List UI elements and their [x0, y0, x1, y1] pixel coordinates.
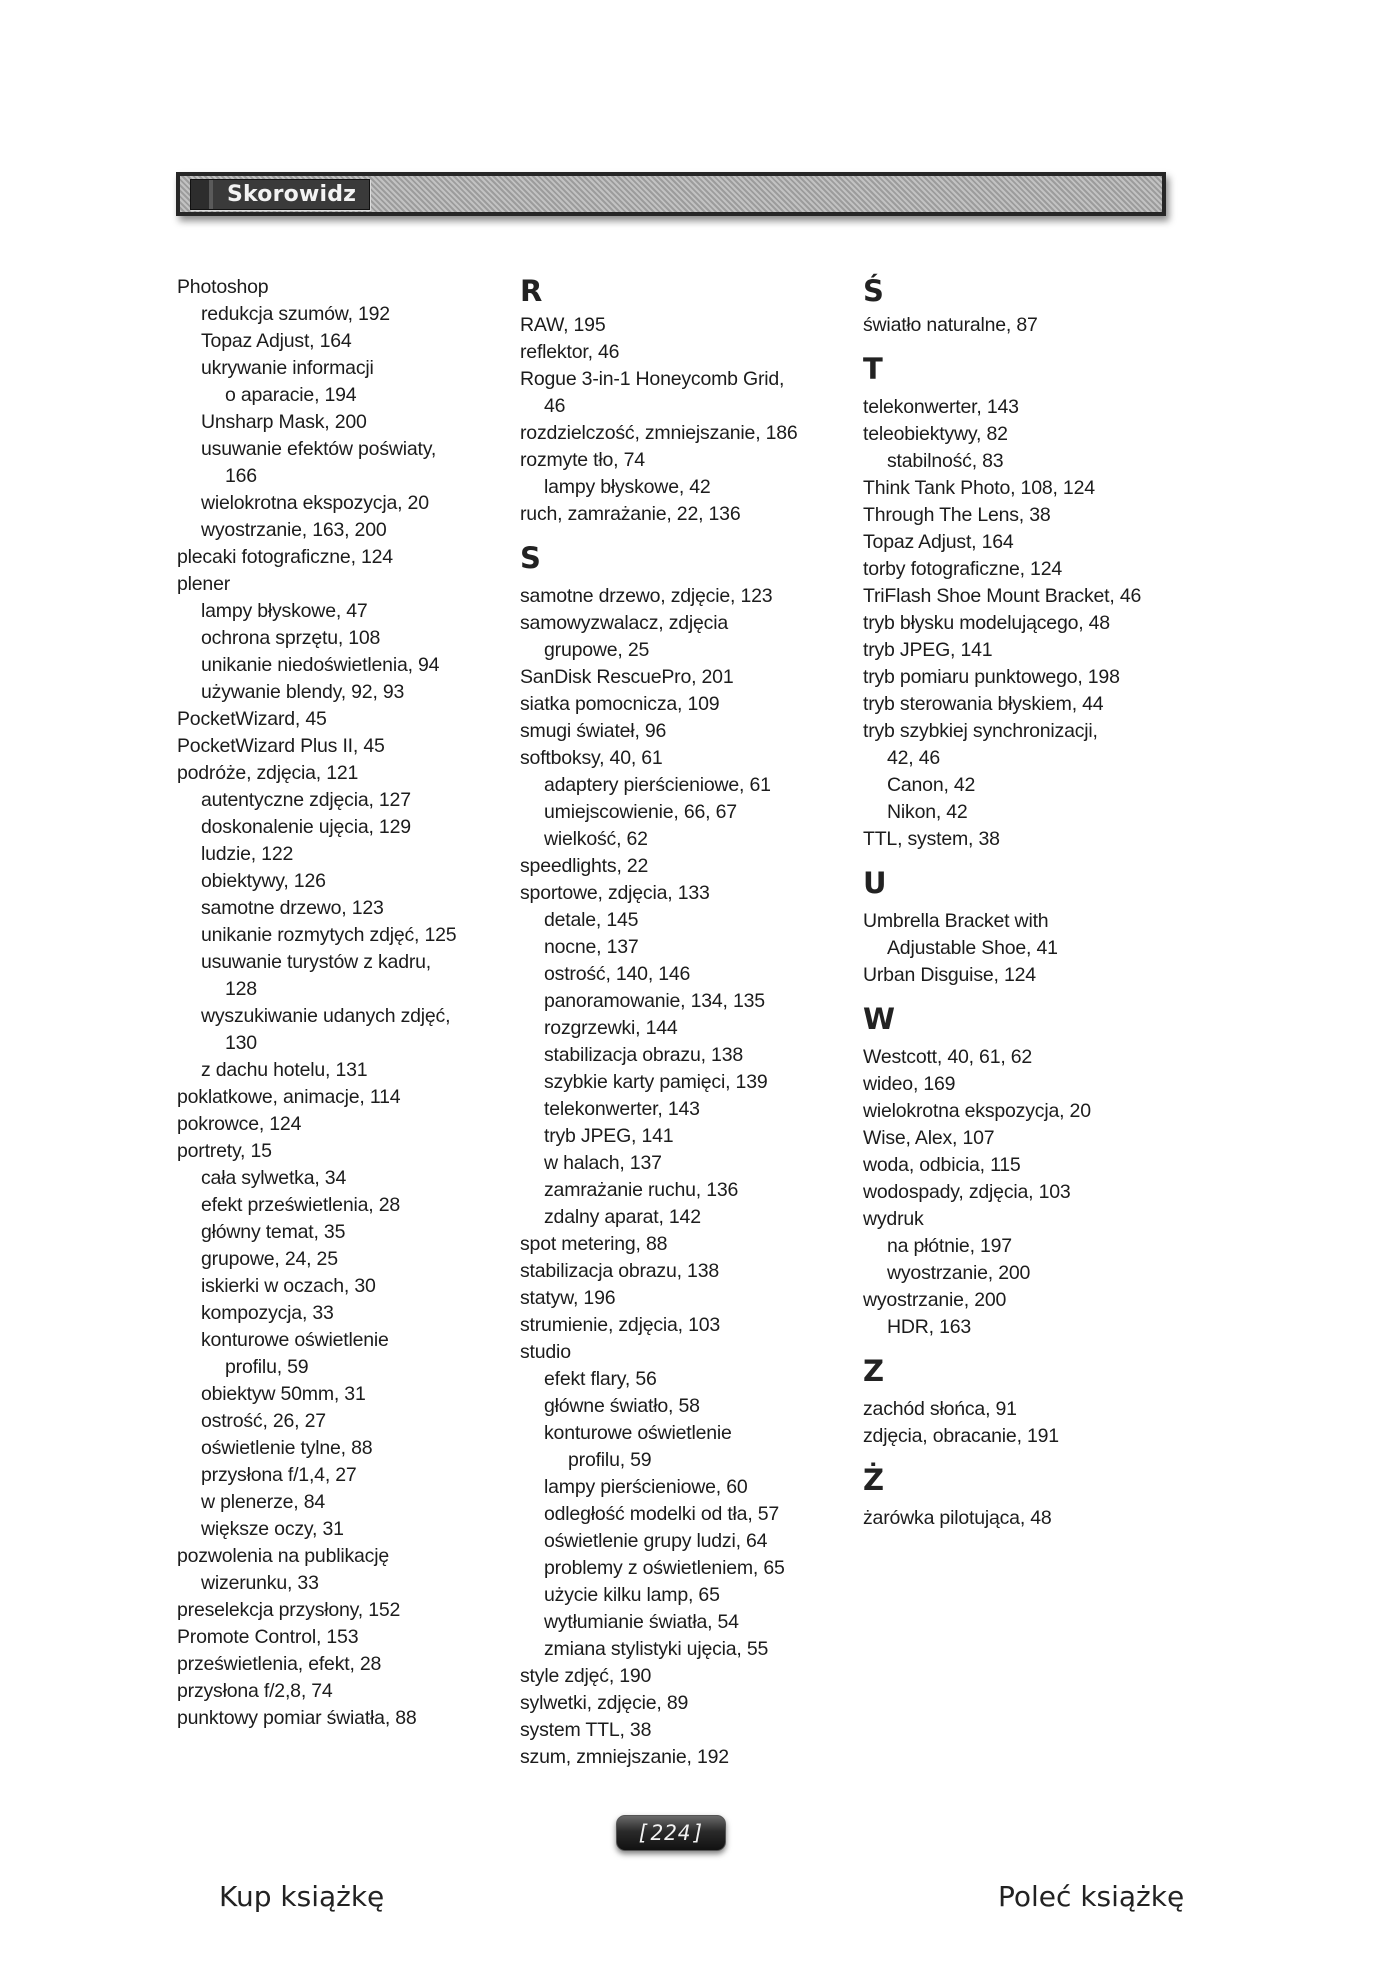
index-entry: tryb JPEG, 141: [863, 639, 993, 661]
index-subentry: autentyczne zdjęcia, 127: [201, 789, 411, 811]
section-header-bar: [176, 172, 1166, 216]
letter-heading: U: [863, 866, 887, 900]
index-subentry: zdalny aparat, 142: [544, 1206, 701, 1228]
index-entry: przysłona f/2,8, 74: [177, 1680, 333, 1702]
index-column-1: [177, 274, 507, 1732]
index-entry: tryb szybkiej synchronizacji,: [863, 720, 1098, 742]
index-subentry: obiektyw 50mm, 31: [201, 1383, 366, 1405]
index-subentry: nocne, 137: [544, 936, 639, 958]
section-header-tab: [190, 179, 370, 210]
index-entry: zachód słońca, 91: [863, 1398, 1017, 1420]
index-subentry: rozgrzewki, 144: [544, 1017, 678, 1039]
letter-heading: T: [863, 352, 883, 386]
index-entry: prześwietlenia, efekt, 28: [177, 1653, 382, 1675]
index-entry: plener: [177, 573, 231, 595]
index-subentry: usuwanie turystów z kadru,: [201, 951, 431, 973]
index-column-3: [863, 274, 1183, 1532]
index-entry: SanDisk RescuePro, 201: [520, 666, 734, 688]
index-entry: sylwetki, zdjęcie, 89: [520, 1692, 689, 1714]
index-entry: statyw, 196: [520, 1287, 616, 1309]
index-subentry: obiektywy, 126: [201, 870, 326, 892]
index-subentry: zmiana stylistyki ujęcia, 55: [544, 1638, 769, 1660]
index-entry: wideo, 169: [863, 1073, 956, 1095]
index-entry: pokrowce, 124: [177, 1113, 302, 1135]
index-subentry: w plenerze, 84: [201, 1491, 326, 1513]
index-subentry: wizerunku, 33: [201, 1572, 319, 1594]
index-subentry: 46: [544, 395, 566, 417]
index-entry: wyostrzanie, 200: [863, 1289, 1007, 1311]
index-entry: pozwolenia na publikację: [177, 1545, 390, 1567]
index-entry: RAW, 195: [520, 314, 606, 336]
index-entry: Promote Control, 153: [177, 1626, 359, 1648]
index-subentry: usuwanie efektów poświaty,: [201, 438, 437, 460]
recommend-book-link[interactable]: Poleć książkę: [998, 1880, 1185, 1913]
index-entry: rozdzielczość, zmniejszanie, 186: [520, 422, 798, 444]
index-subentry: unikanie niedoświetlenia, 94: [201, 654, 440, 676]
index-entry: preselekcja przysłony, 152: [177, 1599, 401, 1621]
index-subentry: HDR, 163: [887, 1316, 972, 1338]
index-entry: TriFlash Shoe Mount Bracket, 46: [863, 585, 1142, 607]
index-subentry: lampy błyskowe, 47: [201, 600, 368, 622]
letter-heading: Ś: [863, 274, 884, 308]
index-subentry: problemy z oświetleniem, 65: [544, 1557, 785, 1579]
index-subentry: Nikon, 42: [887, 801, 968, 823]
index-entry: style zdjęć, 190: [520, 1665, 652, 1687]
index-entry: światło naturalne, 87: [863, 314, 1038, 336]
index-entry: studio: [520, 1341, 571, 1363]
index-entry: spot metering, 88: [520, 1233, 668, 1255]
index-subentry: oświetlenie tylne, 88: [201, 1437, 373, 1459]
index-entry: samowyzwalacz, zdjęcia: [520, 612, 729, 634]
index-subentry: użycie kilku lamp, 65: [544, 1584, 720, 1606]
index-entry: telekonwerter, 143: [863, 396, 1019, 418]
index-subentry: konturowe oświetlenie: [544, 1422, 732, 1444]
index-entry: Urban Disguise, 124: [863, 964, 1036, 986]
index-entry: Westcott, 40, 61, 62: [863, 1046, 1033, 1068]
index-subentry: ludzie, 122: [201, 843, 294, 865]
index-entry: Rogue 3-in-1 Honeycomb Grid,: [520, 368, 785, 390]
section-title: Skorowidz: [227, 182, 357, 207]
index-subentry: konturowe oświetlenie: [201, 1329, 389, 1351]
index-subentry: na płótnie, 197: [887, 1235, 1012, 1257]
index-subentry: 130: [225, 1032, 257, 1054]
index-entry: softboksy, 40, 61: [520, 747, 663, 769]
index-subentry: detale, 145: [544, 909, 639, 931]
index-subentry: wyszukiwanie udanych zdjęć,: [201, 1005, 451, 1027]
index-subentry: panoramowanie, 134, 135: [544, 990, 765, 1012]
index-entry: siatka pomocnicza, 109: [520, 693, 720, 715]
index-entry: rozmyte tło, 74: [520, 449, 645, 471]
index-entry: woda, odbicia, 115: [863, 1154, 1021, 1176]
page-number-badge: [616, 1815, 726, 1851]
index-subentry: używanie blendy, 92, 93: [201, 681, 405, 703]
index-subentry: doskonalenie ujęcia, 129: [201, 816, 411, 838]
letter-heading: S: [520, 541, 541, 575]
index-subentry: o aparacie, 194: [225, 384, 357, 406]
letter-heading: R: [520, 274, 543, 308]
buy-book-link[interactable]: Kup książkę: [219, 1880, 385, 1913]
index-subentry: wielokrotna ekspozycja, 20: [201, 492, 429, 514]
index-subentry: 128: [225, 978, 257, 1000]
index-entry: smugi świateł, 96: [520, 720, 667, 742]
index-subentry: wytłumianie światła, 54: [544, 1611, 739, 1633]
index-subentry: ukrywanie informacji: [201, 357, 374, 379]
index-subentry: ochrona sprzętu, 108: [201, 627, 381, 649]
index-subentry: przysłona f/1,4, 27: [201, 1464, 357, 1486]
letter-heading: Z: [863, 1354, 885, 1388]
index-subentry: telekonwerter, 143: [544, 1098, 700, 1120]
index-entry: Photoshop: [177, 276, 269, 298]
index-subentry: oświetlenie grupy ludzi, 64: [544, 1530, 768, 1552]
index-subentry: Unsharp Mask, 200: [201, 411, 367, 433]
index-entry: tryb pomiaru punktowego, 198: [863, 666, 1120, 688]
index-subentry: unikanie rozmytych zdjęć, 125: [201, 924, 457, 946]
index-subentry: z dachu hotelu, 131: [201, 1059, 368, 1081]
index-subentry: wyostrzanie, 163, 200: [201, 519, 387, 541]
index-subentry: Adjustable Shoe, 41: [887, 937, 1058, 959]
index-entry: samotne drzewo, zdjęcie, 123: [520, 585, 773, 607]
index-subentry: 166: [225, 465, 257, 487]
index-entry: portrety, 15: [177, 1140, 272, 1162]
index-entry: zdjęcia, obracanie, 191: [863, 1425, 1059, 1447]
index-entry: wodospady, zdjęcia, 103: [863, 1181, 1071, 1203]
index-entry: poklatkowe, animacje, 114: [177, 1086, 401, 1108]
index-entry: tryb sterowania błyskiem, 44: [863, 693, 1104, 715]
index-subentry: samotne drzewo, 123: [201, 897, 384, 919]
index-entry: sportowe, zdjęcia, 133: [520, 882, 710, 904]
index-subentry: Canon, 42: [887, 774, 976, 796]
index-subentry: stabilizacja obrazu, 138: [544, 1044, 743, 1066]
index-subentry: główne światło, 58: [544, 1395, 700, 1417]
index-entry: szum, zmniejszanie, 192: [520, 1746, 729, 1768]
index-column-2: [520, 274, 850, 1771]
index-subentry: 42, 46: [887, 747, 941, 769]
index-subentry: wyostrzanie, 200: [887, 1262, 1031, 1284]
index-subentry: efekt flary, 56: [544, 1368, 657, 1390]
index-entry: punktowy pomiar światła, 88: [177, 1707, 417, 1729]
index-subentry: iskierki w oczach, 30: [201, 1275, 376, 1297]
index-entry: PocketWizard Plus II, 45: [177, 735, 385, 757]
index-entry: tryb błysku modelującego, 48: [863, 612, 1110, 634]
index-subentry: lampy błyskowe, 42: [544, 476, 711, 498]
index-entry: TTL, system, 38: [863, 828, 1000, 850]
index-entry: speedlights, 22: [520, 855, 649, 877]
index-entry: Through The Lens, 38: [863, 504, 1051, 526]
index-subentry: ostrość, 26, 27: [201, 1410, 326, 1432]
index-entry: żarówka pilotująca, 48: [863, 1507, 1052, 1529]
letter-heading: W: [863, 1002, 895, 1036]
index-entry: plecaki fotograficzne, 124: [177, 546, 393, 568]
index-subentry: stabilność, 83: [887, 450, 1004, 472]
index-subentry: adaptery pierścieniowe, 61: [544, 774, 771, 796]
index-subentry: szybkie karty pamięci, 139: [544, 1071, 768, 1093]
index-entry: PocketWizard, 45: [177, 708, 327, 730]
index-entry: teleobiektywy, 82: [863, 423, 1008, 445]
letter-heading: Ż: [863, 1463, 885, 1497]
index-subentry: zamrażanie ruchu, 136: [544, 1179, 739, 1201]
index-subentry: tryb JPEG, 141: [544, 1125, 674, 1147]
index-subentry: umiejscowienie, 66, 67: [544, 801, 737, 823]
index-subentry: w halach, 137: [544, 1152, 662, 1174]
index-subentry: grupowe, 25: [544, 639, 650, 661]
index-subentry: wielkość, 62: [544, 828, 648, 850]
page-number: [224]: [636, 1821, 706, 1845]
index-entry: Think Tank Photo, 108, 124: [863, 477, 1095, 499]
index-entry: torby fotograficzne, 124: [863, 558, 1062, 580]
index-subentry: ostrość, 140, 146: [544, 963, 691, 985]
index-subentry: profilu, 59: [568, 1449, 652, 1471]
index-entry: strumienie, zdjęcia, 103: [520, 1314, 721, 1336]
index-entry: ruch, zamrażanie, 22, 136: [520, 503, 741, 525]
index-entry: Wise, Alex, 107: [863, 1127, 995, 1149]
index-entry: podróże, zdjęcia, 121: [177, 762, 359, 784]
index-subentry: grupowe, 24, 25: [201, 1248, 338, 1270]
index-entry: system TTL, 38: [520, 1719, 652, 1741]
index-subentry: kompozycja, 33: [201, 1302, 334, 1324]
index-subentry: Topaz Adjust, 164: [201, 330, 352, 352]
index-entry: Umbrella Bracket with: [863, 910, 1049, 932]
index-subentry: lampy pierścieniowe, 60: [544, 1476, 748, 1498]
index-entry: reflektor, 46: [520, 341, 620, 363]
index-subentry: główny temat, 35: [201, 1221, 346, 1243]
index-subentry: cała sylwetka, 34: [201, 1167, 347, 1189]
index-subentry: większe oczy, 31: [201, 1518, 344, 1540]
index-entry: wydruk: [863, 1208, 924, 1230]
index-subentry: odległość modelki od tła, 57: [544, 1503, 780, 1525]
index-subentry: efekt prześwietlenia, 28: [201, 1194, 400, 1216]
index-entry: Topaz Adjust, 164: [863, 531, 1014, 553]
index-entry: wielokrotna ekspozycja, 20: [863, 1100, 1091, 1122]
index-entry: stabilizacja obrazu, 138: [520, 1260, 719, 1282]
index-subentry: profilu, 59: [225, 1356, 309, 1378]
index-subentry: redukcja szumów, 192: [201, 303, 390, 325]
